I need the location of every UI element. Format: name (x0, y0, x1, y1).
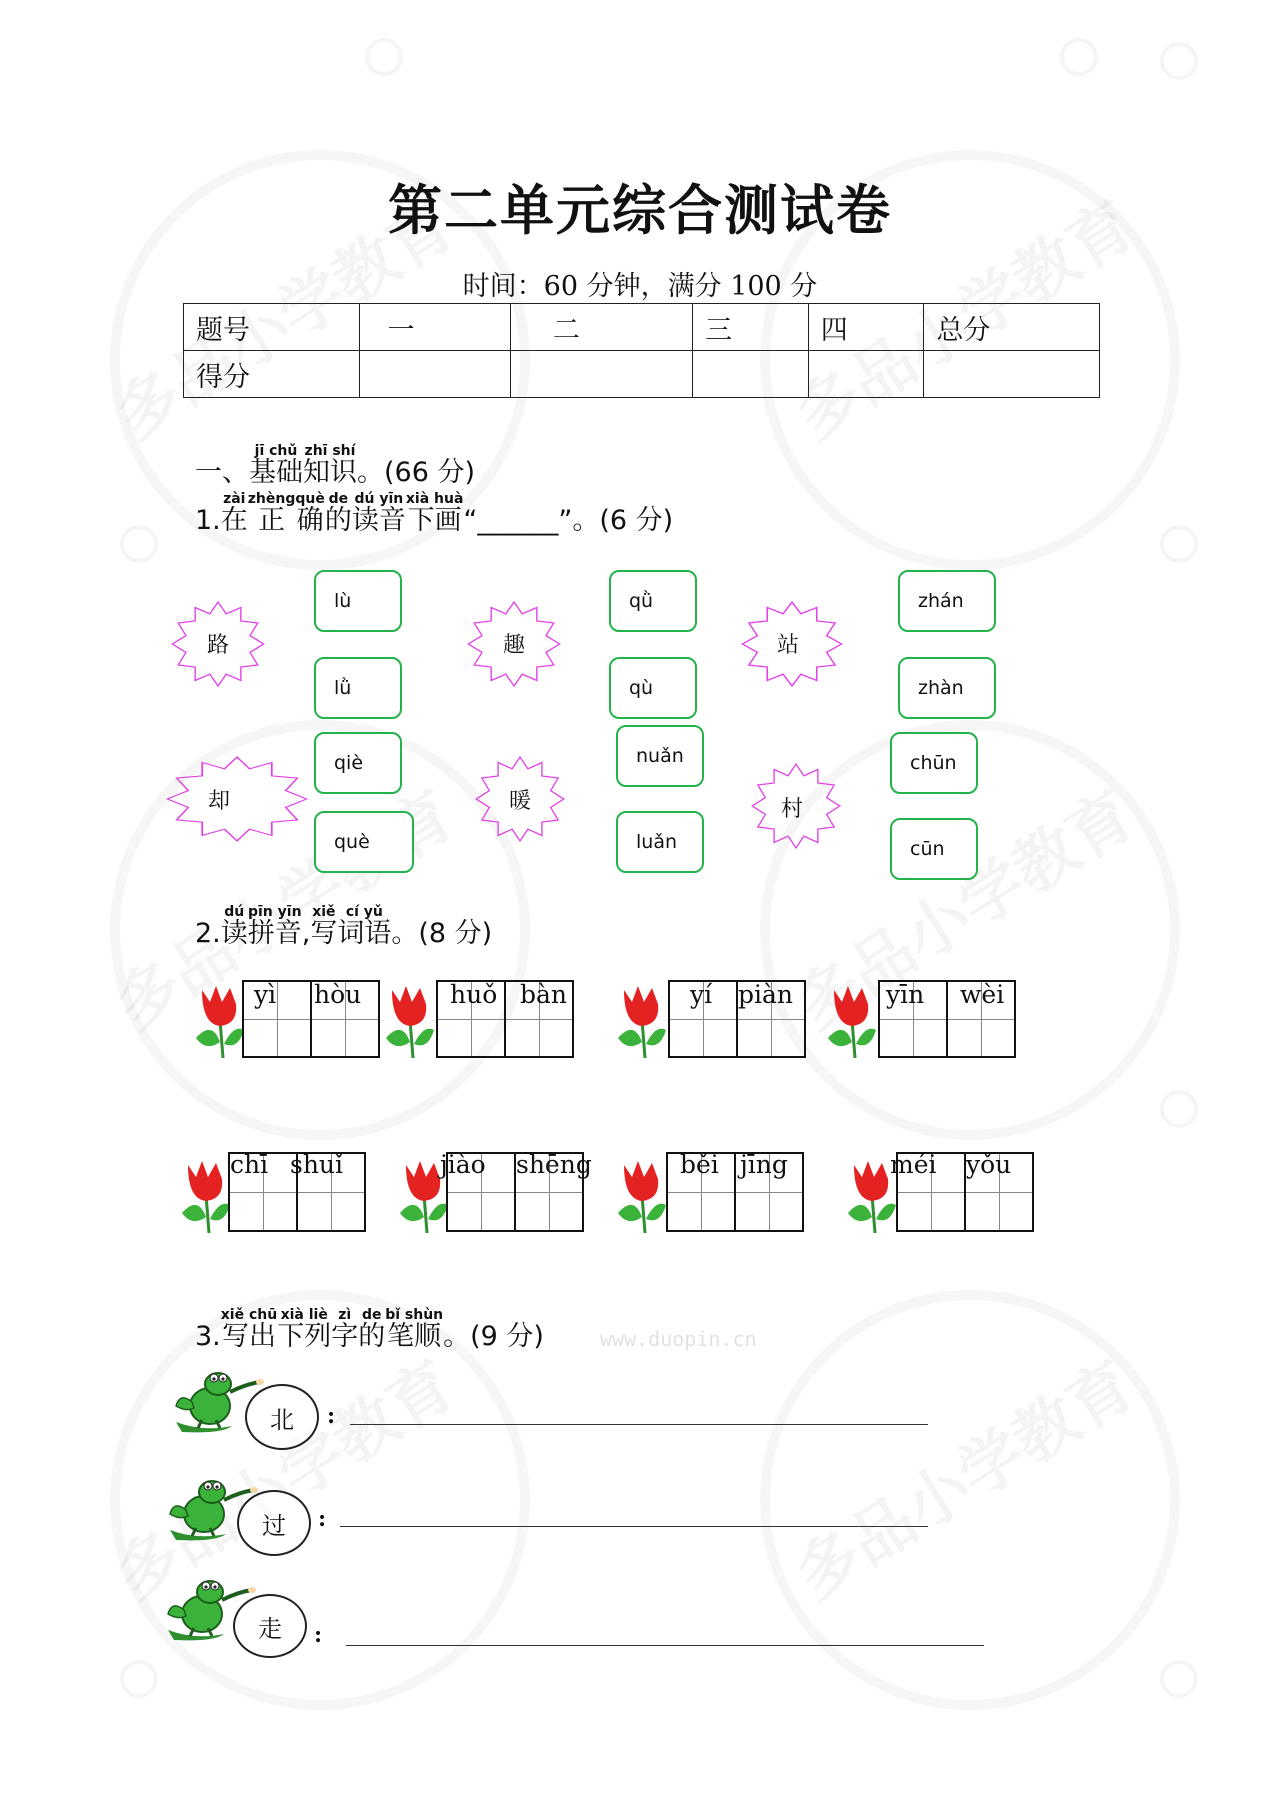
score-row-label: 得分 (184, 351, 360, 398)
score-input-cell[interactable] (359, 351, 510, 398)
score-header-cell: 总分 (924, 304, 1100, 351)
colon: : (327, 1403, 336, 1429)
pinyin-option-box[interactable]: luǎn (616, 811, 704, 873)
q1-heading (195, 492, 673, 536)
target-char: 趣 (502, 633, 525, 658)
q2-suffix: 。(8 分) (391, 918, 493, 949)
ruby-word: xiě chū 写出 (220, 1307, 278, 1352)
stroke-order-char: 北 (245, 1384, 319, 1450)
q2-heading (195, 905, 492, 949)
watermark-text-5 (95, 1335, 469, 1617)
ruby-word: pīn yīn 拼音 (247, 904, 302, 949)
ruby-word: dú yīn 读音 (351, 491, 406, 536)
pinyin-option-box[interactable]: nuǎn (616, 725, 704, 787)
grid-pinyin: shēng (516, 1150, 592, 1179)
score-input-cell[interactable] (510, 351, 692, 398)
q1-number: 1. (195, 505, 221, 536)
score-input-cell[interactable] (924, 351, 1100, 398)
score-header-cell: 二 (510, 304, 692, 351)
score-header-cell: 三 (693, 304, 809, 351)
grid-pinyin: huǒ (450, 980, 498, 1009)
ruby-word: zài 在 (220, 491, 248, 536)
score-table-score-row (184, 351, 1100, 398)
stroke-order-char: 过 (237, 1490, 311, 1556)
target-char: 村 (780, 797, 803, 822)
section1-suffix: 。(66 分) (357, 457, 476, 488)
exam-time-info: 时间：60 分钟，满分 100 分 (462, 271, 818, 302)
tulip-icon (612, 980, 674, 1060)
grid-pinyin: piàn (738, 980, 794, 1009)
target-char: 却 (207, 789, 230, 814)
score-table (183, 303, 1100, 398)
pinyin-option-box[interactable]: zhàn (898, 657, 996, 719)
q1-suffix: “______”。(6 分) (463, 505, 674, 536)
grid-pinyin: hòu (314, 980, 362, 1009)
grid-pinyin: méi (890, 1150, 937, 1179)
grid-pinyin: yì (254, 980, 277, 1009)
q3-heading (195, 1308, 544, 1352)
pinyin-option-box[interactable]: qiè (314, 732, 402, 794)
score-header-cell: 题号 (184, 304, 360, 351)
q2-comma: , (301, 918, 311, 949)
watermark-text-6 (775, 1335, 1149, 1617)
ruby-word: de 的 (324, 491, 352, 536)
colon: : (314, 1622, 323, 1648)
pinyin-option-box[interactable]: zhán (898, 570, 996, 632)
ruby-word: xiě 写 (310, 904, 338, 949)
grid-pinyin: běi (680, 1150, 719, 1179)
answer-line[interactable] (346, 1645, 984, 1646)
grid-pinyin: shuǐ (290, 1150, 344, 1179)
pinyin-option-box[interactable]: lù (314, 570, 402, 632)
pinyin-option-box[interactable]: lǜ (314, 657, 402, 719)
grid-pinyin: bàn (520, 980, 568, 1009)
tulip-icon (822, 980, 884, 1060)
answer-line[interactable] (350, 1424, 928, 1425)
ruby-word: cí yǔ 词语 (337, 904, 392, 949)
colon: : (318, 1506, 327, 1532)
page-title: 第二单元综合测试卷 (388, 179, 892, 242)
ruby-word: jī chǔ 基础 (249, 443, 303, 488)
q2-number: 2. (195, 918, 221, 949)
q3-suffix: 。(9 分) (443, 1321, 544, 1352)
pinyin-option-box[interactable]: qǜ (609, 570, 697, 632)
ruby-word: xià liè 下列 (277, 1307, 332, 1352)
target-char: 路 (206, 633, 229, 658)
ruby-word: bǐ shùn 笔顺 (385, 1307, 444, 1352)
answer-line[interactable] (340, 1526, 928, 1527)
grid-pinyin: yīn (886, 980, 925, 1009)
watermark-url: www.duopin.cn (600, 1327, 757, 1351)
score-input-cell[interactable] (693, 351, 809, 398)
score-header-cell: 四 (808, 304, 924, 351)
score-header-cell: 一 (359, 304, 510, 351)
ruby-word: què 确 (295, 491, 325, 536)
ruby-word: dú 读 (220, 904, 248, 949)
ruby-word: zì 字 (331, 1307, 359, 1352)
grid-pinyin: chī (230, 1150, 269, 1179)
tulip-icon (612, 1155, 674, 1235)
score-input-cell[interactable] (808, 351, 924, 398)
q3-number: 3. (195, 1321, 221, 1352)
target-char: 暖 (508, 789, 531, 814)
ruby-word: zhī shí 知识 (303, 443, 357, 488)
stroke-order-char: 走 (233, 1594, 307, 1658)
ruby-word: zhèng 正 (247, 491, 296, 536)
grid-pinyin: wèi (960, 980, 1005, 1009)
tulip-icon (380, 980, 442, 1060)
score-table-header-row (184, 304, 1100, 351)
pinyin-option-box[interactable]: qù (609, 657, 697, 719)
ruby-word: de 的 (358, 1307, 386, 1352)
pinyin-option-box[interactable]: chūn (890, 732, 978, 794)
pinyin-option-box[interactable]: què (314, 811, 414, 873)
pinyin-option-box[interactable]: cūn (890, 818, 978, 880)
writing-grid-cell[interactable] (242, 980, 312, 1058)
ruby-word: xià huà 下画 (405, 491, 464, 536)
grid-pinyin: yǒu (966, 1150, 1012, 1179)
grid-pinyin: yí (690, 980, 713, 1009)
section1-heading (195, 444, 475, 488)
target-char: 站 (776, 633, 799, 658)
section1-prefix: 一、 (195, 457, 249, 488)
grid-pinyin: jīng (740, 1150, 788, 1179)
grid-pinyin: jiào (440, 1150, 486, 1179)
